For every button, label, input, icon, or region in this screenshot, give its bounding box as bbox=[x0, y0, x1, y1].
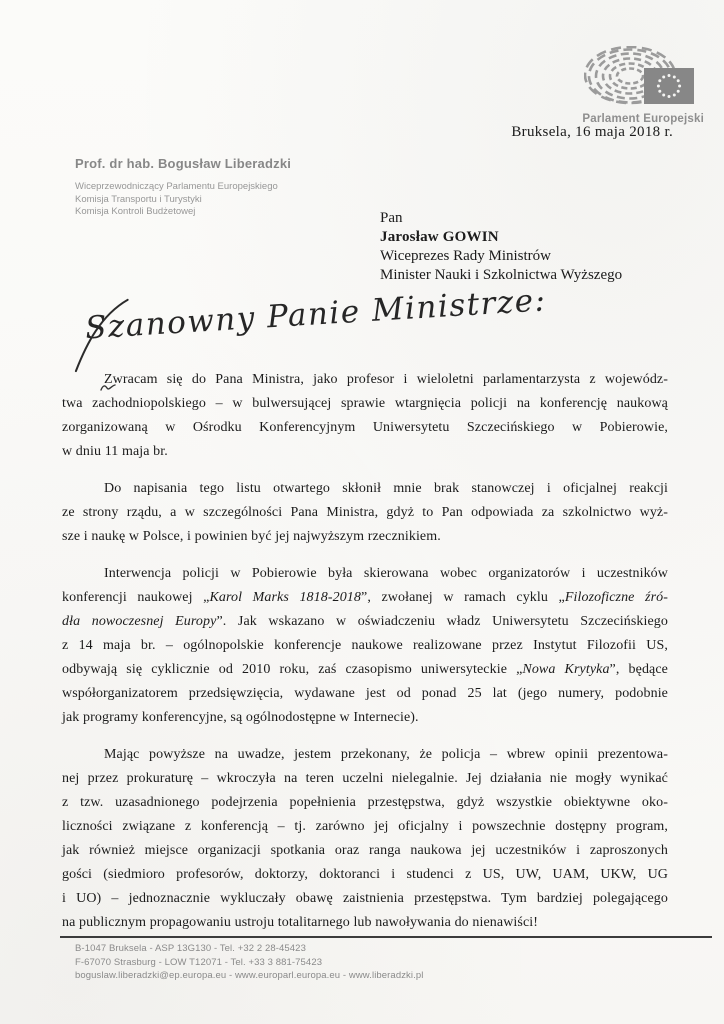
sender-role-1: Wiceprzewodniczący Parlamentu Europejskiego bbox=[75, 181, 278, 192]
body-line: gości (siedmioro profesorów, doktorzy, doktoranci i studenci z US, UW, UAM, UKW, UG bbox=[62, 867, 668, 882]
footer-divider bbox=[60, 936, 712, 938]
body-line: dła nowoczesnej Europy”. Jak wskazano w oświadczeniu władz Uniwersytetu Szczecińskiego bbox=[62, 614, 668, 629]
body-line: konferencji naukowej „Karol Marks 1818-2018”, zwołanej w ramach cyklu „Filozoficzne źró- bbox=[62, 590, 668, 605]
body-line: współorganizatorem przedsięwzięcia, wydawane jest od ponad 25 lat (jego numery, podobnie bbox=[62, 686, 668, 701]
body-line: i UO) – jednoznacznie wykluczały obawę zaistnienia przestępstwa. Tym bardziej polegającego bbox=[62, 891, 668, 906]
sender-name: Prof. dr hab. Bogusław Liberadzki bbox=[75, 156, 292, 171]
body-paragraph bbox=[62, 743, 668, 935]
body-line: Do napisania tego listu otwartego skłonił mnie brak stanowczej i oficjalnej reakcji bbox=[104, 481, 668, 496]
body-line: twa zachodniopolskiego – w bulwersującej sprawie wtargnięcia policji na konferencję naukową bbox=[62, 396, 668, 411]
body-line: liczności związane z konferencją – tj. zarówno jej oficjalny i powszechnie dostępny program, bbox=[62, 819, 668, 834]
header-logo-block bbox=[504, 46, 704, 125]
footer-contact-line: boguslaw.liberadzki@ep.europa.eu - www.europarl.europa.eu - www.liberadzki.pl bbox=[75, 970, 424, 981]
sender-block bbox=[75, 156, 291, 219]
body-paragraph bbox=[62, 477, 668, 549]
body-paragraph bbox=[62, 368, 668, 464]
recipient-salutation: Pan bbox=[380, 210, 403, 226]
letter-body bbox=[62, 368, 668, 948]
letter-date: Bruksela, 16 maja 2018 r. bbox=[511, 124, 673, 140]
handwriting-flourish-stroke bbox=[69, 293, 138, 373]
body-line: Mając powyższe na uwadze, jestem przekonany, że policja – wbrew opinii prezentowa- bbox=[104, 747, 668, 762]
eu-flag-rect bbox=[644, 68, 694, 104]
recipient-role-2: Minister Nauki i Szkolnictwa Wyższego bbox=[380, 267, 623, 283]
recipient-role-1: Wiceprezes Rady Ministrów bbox=[380, 248, 552, 264]
body-line: z 14 maja br. – ogólnopolskie konferencje naukowe realizowane przez Instytut Filozofii US, bbox=[62, 638, 668, 653]
footer-address-line-1: B-1047 Bruksela - ASP 13G130 - Tel. +32 2 28-45423 bbox=[75, 943, 306, 954]
sender-role-2: Komisja Transportu i Turystyki bbox=[75, 193, 202, 205]
body-line: Zwracam się do Pana Ministra, jako profesor i wieloletni parlamentarzysta z wojewódz- bbox=[104, 372, 668, 387]
body-line: jak również miejsce organizacji spotkania oraz ranga naukowa jej uczestników i zaproszonych bbox=[62, 843, 668, 858]
sender-role-3: Komisja Kontroli Budżetowej bbox=[75, 206, 196, 217]
body-line: Interwencja policji w Pobierowie była skierowana wobec organizatorów i uczestników bbox=[104, 566, 668, 581]
handwritten-salutation-text: Szanowny Panie Ministrze: bbox=[84, 282, 548, 347]
european-parliament-logo-icon bbox=[584, 46, 704, 106]
body-line: w dniu 11 maja br. bbox=[62, 444, 168, 459]
recipient-name: Jarosław GOWIN bbox=[380, 229, 499, 245]
footer-address-line-2: F-67070 Strasburg - LOW T12071 - Tel. +33 3 881-75423 bbox=[75, 956, 323, 968]
body-line: nej przez prokuraturę – wkroczyła na teren uczelni nielegalnie. Jej działania nie mogły wynikać bbox=[62, 771, 668, 786]
body-line: odbywają się cyklicznie od 2010 roku, zaś czasopismo uniwersyteckie „Nowa Krytyka”, będące bbox=[62, 662, 668, 677]
body-line: sze i naukę w Polsce, i powinien być jej najwyższym rzecznikiem. bbox=[62, 529, 441, 544]
ep-logo-caption: Parlament Europejski bbox=[582, 113, 704, 125]
body-line: ze strony rządu, a w szczególności Pana Ministra, gdyż to Pan odpowiada za szkolnictwo wyż- bbox=[62, 505, 668, 520]
recipient-block bbox=[380, 209, 622, 285]
footer-address-block bbox=[75, 942, 423, 983]
body-line: zorganizowaną w Ośrodku Konferencyjnym Uniwersytetu Szczecińskiego w Pobierowie, bbox=[62, 420, 668, 435]
body-line: z tzw. uzasadnionego podejrzenia popełnienia przestępstwa, gdyż wszystkie obiektywne oko- bbox=[62, 795, 668, 810]
body-line: jak programy konferencyjne, są ogólnodostępne w Internecie). bbox=[62, 710, 419, 725]
body-line: na publicznym propagowaniu ustroju totalitarnego lub nawoływania do nienawiści! bbox=[62, 915, 539, 930]
body-paragraph bbox=[62, 562, 668, 730]
